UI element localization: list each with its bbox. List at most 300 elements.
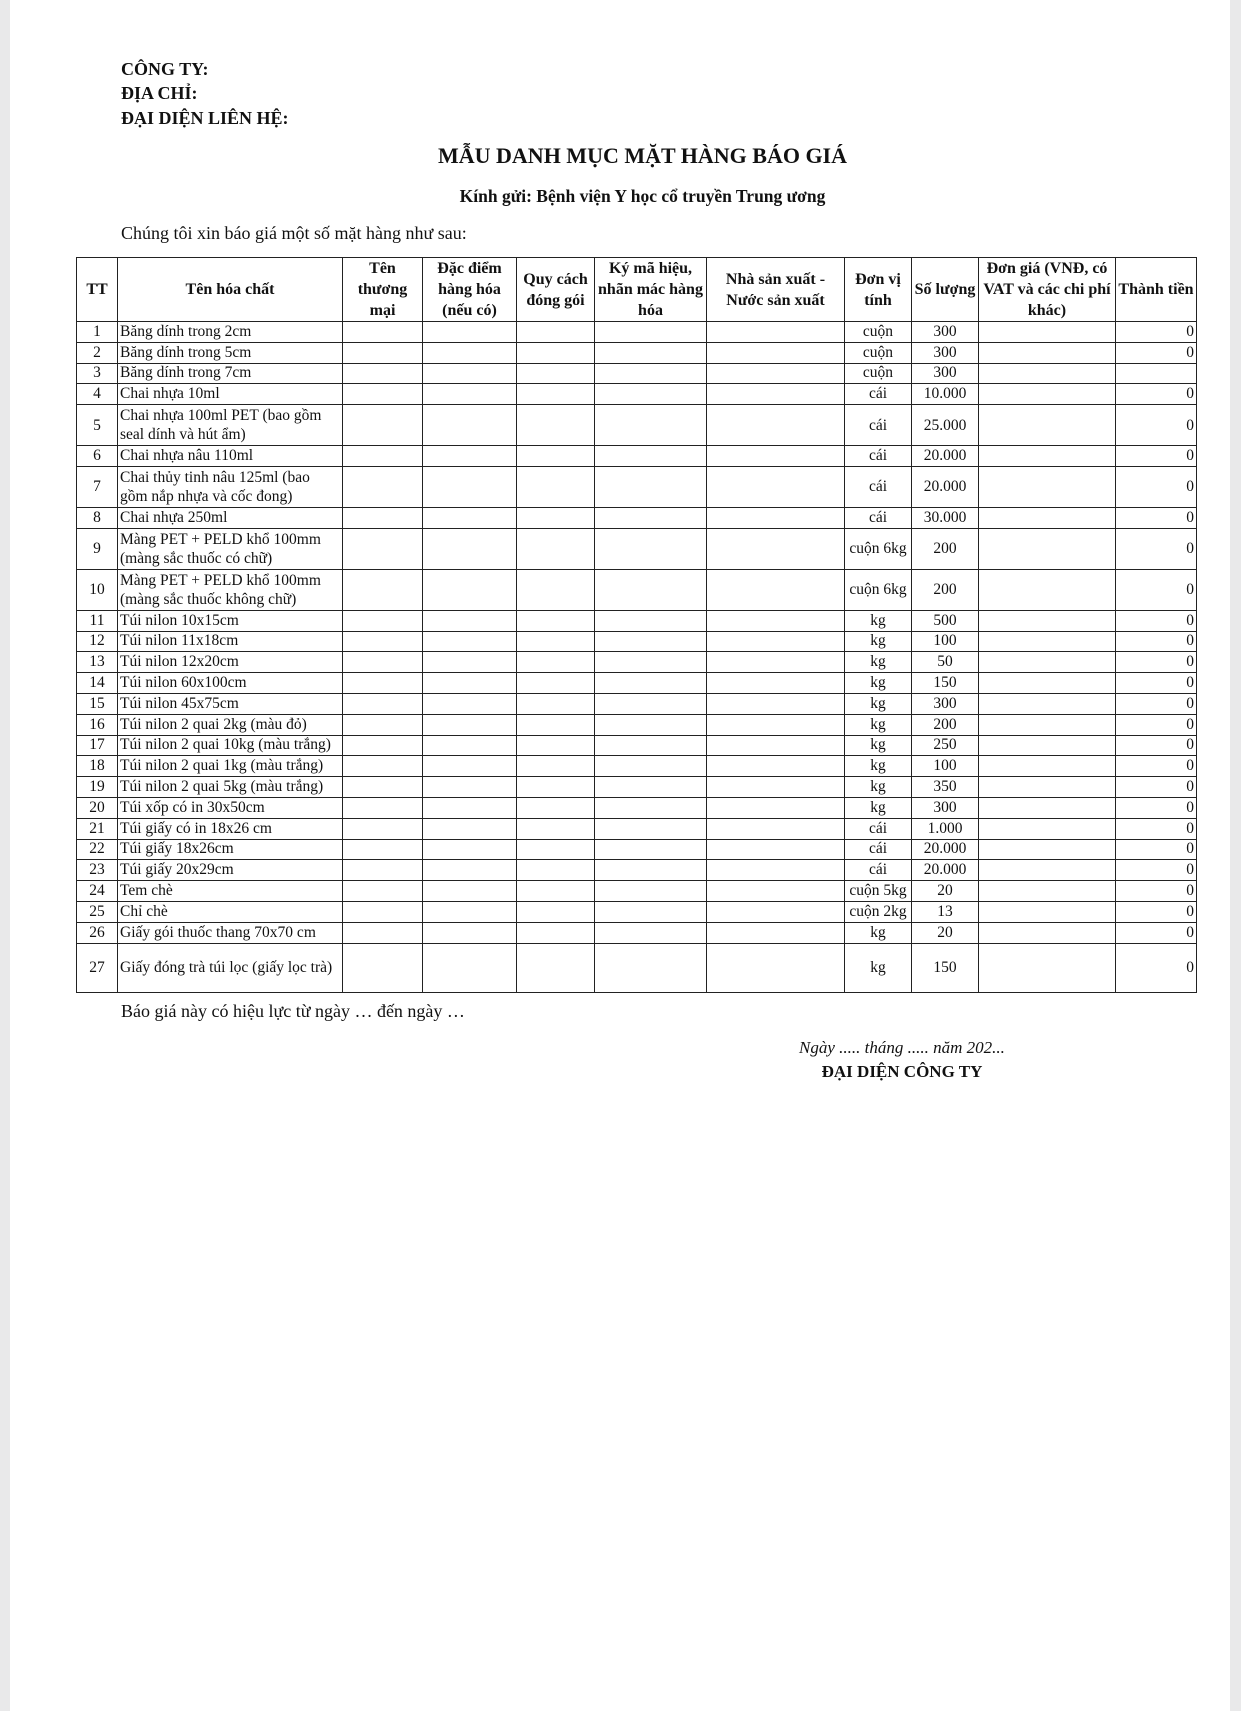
packing-cell [517,569,595,610]
company-label: CÔNG TY: [121,59,209,79]
table-row [77,528,1197,569]
table-row [77,405,1197,446]
unit-price-cell [979,756,1116,777]
quantity-cell: 200 [912,528,979,569]
total-cell: 0 [1116,631,1197,652]
marking-cell [595,839,707,860]
item-name: Băng dính trong 2cm [118,322,343,343]
quantity-cell: 250 [912,735,979,756]
address-label: ĐỊA CHỈ: [121,83,198,103]
quantity-cell: 30.000 [912,507,979,528]
marking-cell [595,466,707,507]
manufacturer-cell [707,673,845,694]
manufacturer-cell [707,342,845,363]
row-number: 26 [77,922,118,943]
quantity-cell: 300 [912,693,979,714]
item-name: Giấy gói thuốc thang 70x70 cm [118,922,343,943]
total-cell: 0 [1116,860,1197,881]
item-name: Túi nilon 2 quai 5kg (màu trắng) [118,777,343,798]
quantity-cell: 500 [912,610,979,631]
quantity-cell: 13 [912,901,979,922]
features-cell [423,673,517,694]
unit-price-cell [979,860,1116,881]
manufacturer-cell [707,735,845,756]
trade-name-cell [343,384,423,405]
trade-name-cell [343,818,423,839]
trade-name-cell [343,881,423,902]
row-number: 11 [77,610,118,631]
total-cell: 0 [1116,652,1197,673]
col-header-manufacturer: Nhà sản xuất - Nước sản xuất [707,258,845,322]
packing-cell [517,693,595,714]
unit-cell: cuộn [845,363,912,384]
total-cell: 0 [1116,797,1197,818]
table-row [77,342,1197,363]
col-header-trade-name: Tên thương mại [343,258,423,322]
unit-cell: kg [845,610,912,631]
unit-cell: kg [845,631,912,652]
unit-price-cell [979,693,1116,714]
packing-cell [517,322,595,343]
packing-cell [517,881,595,902]
table-row [77,943,1197,992]
row-number: 18 [77,756,118,777]
row-number: 22 [77,839,118,860]
row-number: 8 [77,507,118,528]
unit-price-cell [979,839,1116,860]
marking-cell [595,901,707,922]
packing-cell [517,384,595,405]
marking-cell [595,735,707,756]
unit-cell: cái [845,384,912,405]
unit-price-cell [979,610,1116,631]
contact-label: ĐẠI DIỆN LIÊN HỆ: [121,108,289,128]
unit-cell: cuộn 6kg [845,528,912,569]
table-row [77,507,1197,528]
total-cell: 0 [1116,777,1197,798]
quantity-cell: 300 [912,322,979,343]
row-number: 9 [77,528,118,569]
document-page [10,0,1230,1711]
unit-cell: kg [845,922,912,943]
table-row [77,652,1197,673]
unit-cell: cuộn 6kg [845,569,912,610]
table-row [77,797,1197,818]
manufacturer-cell [707,943,845,992]
row-number: 15 [77,693,118,714]
trade-name-cell [343,673,423,694]
unit-cell: cái [845,466,912,507]
table-row [77,881,1197,902]
unit-cell: kg [845,797,912,818]
manufacturer-cell [707,756,845,777]
quantity-cell: 150 [912,943,979,992]
item-name: Băng dính trong 5cm [118,342,343,363]
unit-cell: kg [845,756,912,777]
features-cell [423,446,517,467]
trade-name-cell [343,405,423,446]
total-cell: 0 [1116,943,1197,992]
quantity-cell: 10.000 [912,384,979,405]
row-number: 23 [77,860,118,881]
quotation-table [76,257,1197,993]
marking-cell [595,714,707,735]
unit-cell: kg [845,714,912,735]
packing-cell [517,446,595,467]
trade-name-cell [343,693,423,714]
unit-cell: cái [845,839,912,860]
row-number: 27 [77,943,118,992]
unit-cell: cuộn 5kg [845,881,912,902]
unit-cell: cuộn 2kg [845,901,912,922]
col-header-unit: Đơn vị tính [845,258,912,322]
manufacturer-cell [707,405,845,446]
item-name: Túi nilon 12x20cm [118,652,343,673]
manufacturer-cell [707,384,845,405]
quantity-cell: 200 [912,569,979,610]
item-name: Màng PET + PELD khổ 100mm (màng sắc thuốc không chữ) [118,569,343,610]
total-cell: 0 [1116,673,1197,694]
manufacturer-cell [707,631,845,652]
marking-cell [595,528,707,569]
trade-name-cell [343,943,423,992]
unit-price-cell [979,466,1116,507]
manufacturer-cell [707,777,845,798]
date-line: Ngày ..... tháng ..... năm 202... [799,1038,1005,1057]
item-name: Túi nilon 2 quai 2kg (màu đỏ) [118,714,343,735]
features-cell [423,631,517,652]
item-name: Túi nilon 2 quai 1kg (màu trắng) [118,756,343,777]
marking-cell [595,610,707,631]
unit-cell: cái [845,446,912,467]
features-cell [423,818,517,839]
manufacturer-cell [707,693,845,714]
trade-name-cell [343,446,423,467]
unit-cell: kg [845,943,912,992]
manufacturer-cell [707,507,845,528]
features-cell [423,860,517,881]
manufacturer-cell [707,901,845,922]
page-title: MẪU DANH MỤC MẶT HÀNG BÁO GIÁ [437,143,848,168]
packing-cell [517,818,595,839]
table-row [77,466,1197,507]
manufacturer-cell [707,860,845,881]
trade-name-cell [343,735,423,756]
features-cell [423,363,517,384]
manufacturer-cell [707,528,845,569]
unit-cell: cuộn [845,322,912,343]
row-number: 7 [77,466,118,507]
row-number: 4 [77,384,118,405]
packing-cell [517,943,595,992]
unit-price-cell [979,818,1116,839]
total-cell: 0 [1116,342,1197,363]
quantity-cell: 20.000 [912,446,979,467]
packing-cell [517,735,595,756]
packing-cell [517,860,595,881]
total-cell: 0 [1116,528,1197,569]
features-cell [423,714,517,735]
table-row [77,818,1197,839]
item-name: Chai thủy tinh nâu 125ml (bao gồm nắp nhựa và cốc đong) [118,466,343,507]
marking-cell [595,797,707,818]
packing-cell [517,652,595,673]
marking-cell [595,693,707,714]
unit-cell: kg [845,693,912,714]
item-name: Chai nhựa nâu 110ml [118,446,343,467]
marking-cell [595,652,707,673]
table-row [77,322,1197,343]
unit-cell: cái [845,860,912,881]
trade-name-cell [343,466,423,507]
total-cell: 0 [1116,446,1197,467]
manufacturer-cell [707,322,845,343]
signer-label: ĐẠI DIỆN CÔNG TY [821,1062,983,1081]
features-cell [423,405,517,446]
unit-price-cell [979,446,1116,467]
unit-price-cell [979,384,1116,405]
table-row [77,693,1197,714]
quantity-cell: 20.000 [912,839,979,860]
trade-name-cell [343,631,423,652]
item-name: Tem chè [118,881,343,902]
features-cell [423,322,517,343]
item-name: Túi nilon 2 quai 10kg (màu trắng) [118,735,343,756]
item-name: Túi nilon 45x75cm [118,693,343,714]
manufacturer-cell [707,839,845,860]
packing-cell [517,714,595,735]
quantity-cell: 20.000 [912,860,979,881]
quantity-cell: 1.000 [912,818,979,839]
total-cell: 0 [1116,735,1197,756]
unit-price-cell [979,797,1116,818]
item-name: Chỉ chè [118,901,343,922]
row-number: 1 [77,322,118,343]
item-name: Túi nilon 10x15cm [118,610,343,631]
features-cell [423,569,517,610]
row-number: 13 [77,652,118,673]
unit-price-cell [979,507,1116,528]
total-cell: 0 [1116,901,1197,922]
unit-cell: cuộn [845,342,912,363]
row-number: 6 [77,446,118,467]
packing-cell [517,839,595,860]
table-row [77,363,1197,384]
quantity-cell: 300 [912,363,979,384]
recipient-line: Kính gửi: Bệnh viện Y học cổ truyền Trung ương [459,186,826,206]
manufacturer-cell [707,652,845,673]
trade-name-cell [343,610,423,631]
trade-name-cell [343,839,423,860]
row-number: 17 [77,735,118,756]
marking-cell [595,673,707,694]
unit-cell: kg [845,652,912,673]
features-cell [423,735,517,756]
unit-price-cell [979,881,1116,902]
quantity-cell: 300 [912,797,979,818]
item-name: Túi nilon 11x18cm [118,631,343,652]
row-number: 3 [77,363,118,384]
quantity-cell: 150 [912,673,979,694]
table-row [77,839,1197,860]
packing-cell [517,901,595,922]
trade-name-cell [343,714,423,735]
total-cell: 0 [1116,384,1197,405]
item-name: Chai nhựa 10ml [118,384,343,405]
features-cell [423,652,517,673]
total-cell: 0 [1116,818,1197,839]
row-number: 10 [77,569,118,610]
total-cell: 0 [1116,466,1197,507]
item-name: Túi nilon 60x100cm [118,673,343,694]
unit-price-cell [979,943,1116,992]
row-number: 5 [77,405,118,446]
manufacturer-cell [707,363,845,384]
table-row [77,673,1197,694]
packing-cell [517,673,595,694]
trade-name-cell [343,322,423,343]
table-row [77,860,1197,881]
row-number: 2 [77,342,118,363]
manufacturer-cell [707,466,845,507]
unit-price-cell [979,652,1116,673]
features-cell [423,943,517,992]
marking-cell [595,818,707,839]
col-header-packing: Quy cách đóng gói [517,258,595,322]
row-number: 14 [77,673,118,694]
marking-cell [595,881,707,902]
packing-cell [517,631,595,652]
packing-cell [517,797,595,818]
total-cell: 0 [1116,839,1197,860]
marking-cell [595,569,707,610]
total-cell: 0 [1116,714,1197,735]
item-name: Túi giấy 20x29cm [118,860,343,881]
quantity-cell: 100 [912,631,979,652]
item-name: Túi giấy có in 18x26 cm [118,818,343,839]
features-cell [423,342,517,363]
table-row [77,714,1197,735]
item-name: Giấy đóng trà túi lọc (giấy lọc trà) [118,943,343,992]
packing-cell [517,528,595,569]
item-name: Túi giấy 18x26cm [118,839,343,860]
marking-cell [595,342,707,363]
unit-price-cell [979,631,1116,652]
unit-cell: kg [845,673,912,694]
unit-cell: kg [845,735,912,756]
total-cell [1116,363,1197,384]
trade-name-cell [343,528,423,569]
marking-cell [595,943,707,992]
col-header-name: Tên hóa chất [118,258,343,322]
features-cell [423,693,517,714]
features-cell [423,922,517,943]
table-row [77,610,1197,631]
unit-price-cell [979,901,1116,922]
table-row [77,569,1197,610]
row-number: 25 [77,901,118,922]
manufacturer-cell [707,610,845,631]
features-cell [423,839,517,860]
unit-price-cell [979,922,1116,943]
unit-price-cell [979,673,1116,694]
unit-price-cell [979,322,1116,343]
manufacturer-cell [707,714,845,735]
trade-name-cell [343,363,423,384]
marking-cell [595,860,707,881]
unit-cell: cái [845,507,912,528]
manufacturer-cell [707,922,845,943]
table-row [77,735,1197,756]
packing-cell [517,405,595,446]
trade-name-cell [343,797,423,818]
features-cell [423,797,517,818]
intro-text: Chúng tôi xin báo giá một số mặt hàng như sau: [121,223,467,243]
validity-note: Báo giá này có hiệu lực từ ngày … đến ngày … [121,1001,465,1021]
marking-cell [595,631,707,652]
table-row [77,901,1197,922]
packing-cell [517,777,595,798]
unit-price-cell [979,714,1116,735]
total-cell: 0 [1116,322,1197,343]
features-cell [423,466,517,507]
quantity-cell: 20 [912,922,979,943]
manufacturer-cell [707,881,845,902]
marking-cell [595,756,707,777]
packing-cell [517,507,595,528]
unit-price-cell [979,777,1116,798]
table-row [77,922,1197,943]
packing-cell [517,922,595,943]
col-header-quantity: Số lượng [912,258,979,322]
table-row [77,756,1197,777]
manufacturer-cell [707,797,845,818]
trade-name-cell [343,342,423,363]
packing-cell [517,363,595,384]
features-cell [423,528,517,569]
total-cell: 0 [1116,693,1197,714]
unit-price-cell [979,528,1116,569]
col-header-unit-price: Đơn giá (VNĐ, có VAT và các chi phí khác) [979,258,1116,322]
unit-cell: cái [845,818,912,839]
marking-cell [595,363,707,384]
features-cell [423,507,517,528]
row-number: 20 [77,797,118,818]
features-cell [423,756,517,777]
trade-name-cell [343,901,423,922]
unit-price-cell [979,363,1116,384]
col-header-tt: TT [77,258,118,322]
quantity-cell: 350 [912,777,979,798]
trade-name-cell [343,922,423,943]
item-name: Màng PET + PELD khổ 100mm (màng sắc thuốc có chữ) [118,528,343,569]
item-name: Băng dính trong 7cm [118,363,343,384]
packing-cell [517,342,595,363]
unit-price-cell [979,342,1116,363]
item-name: Chai nhựa 250ml [118,507,343,528]
marking-cell [595,384,707,405]
quantity-cell: 50 [912,652,979,673]
total-cell: 0 [1116,569,1197,610]
manufacturer-cell [707,569,845,610]
manufacturer-cell [707,818,845,839]
unit-cell: cái [845,405,912,446]
quantity-cell: 20.000 [912,466,979,507]
quantity-cell: 100 [912,756,979,777]
trade-name-cell [343,507,423,528]
table-row [77,446,1197,467]
quantity-cell: 300 [912,342,979,363]
